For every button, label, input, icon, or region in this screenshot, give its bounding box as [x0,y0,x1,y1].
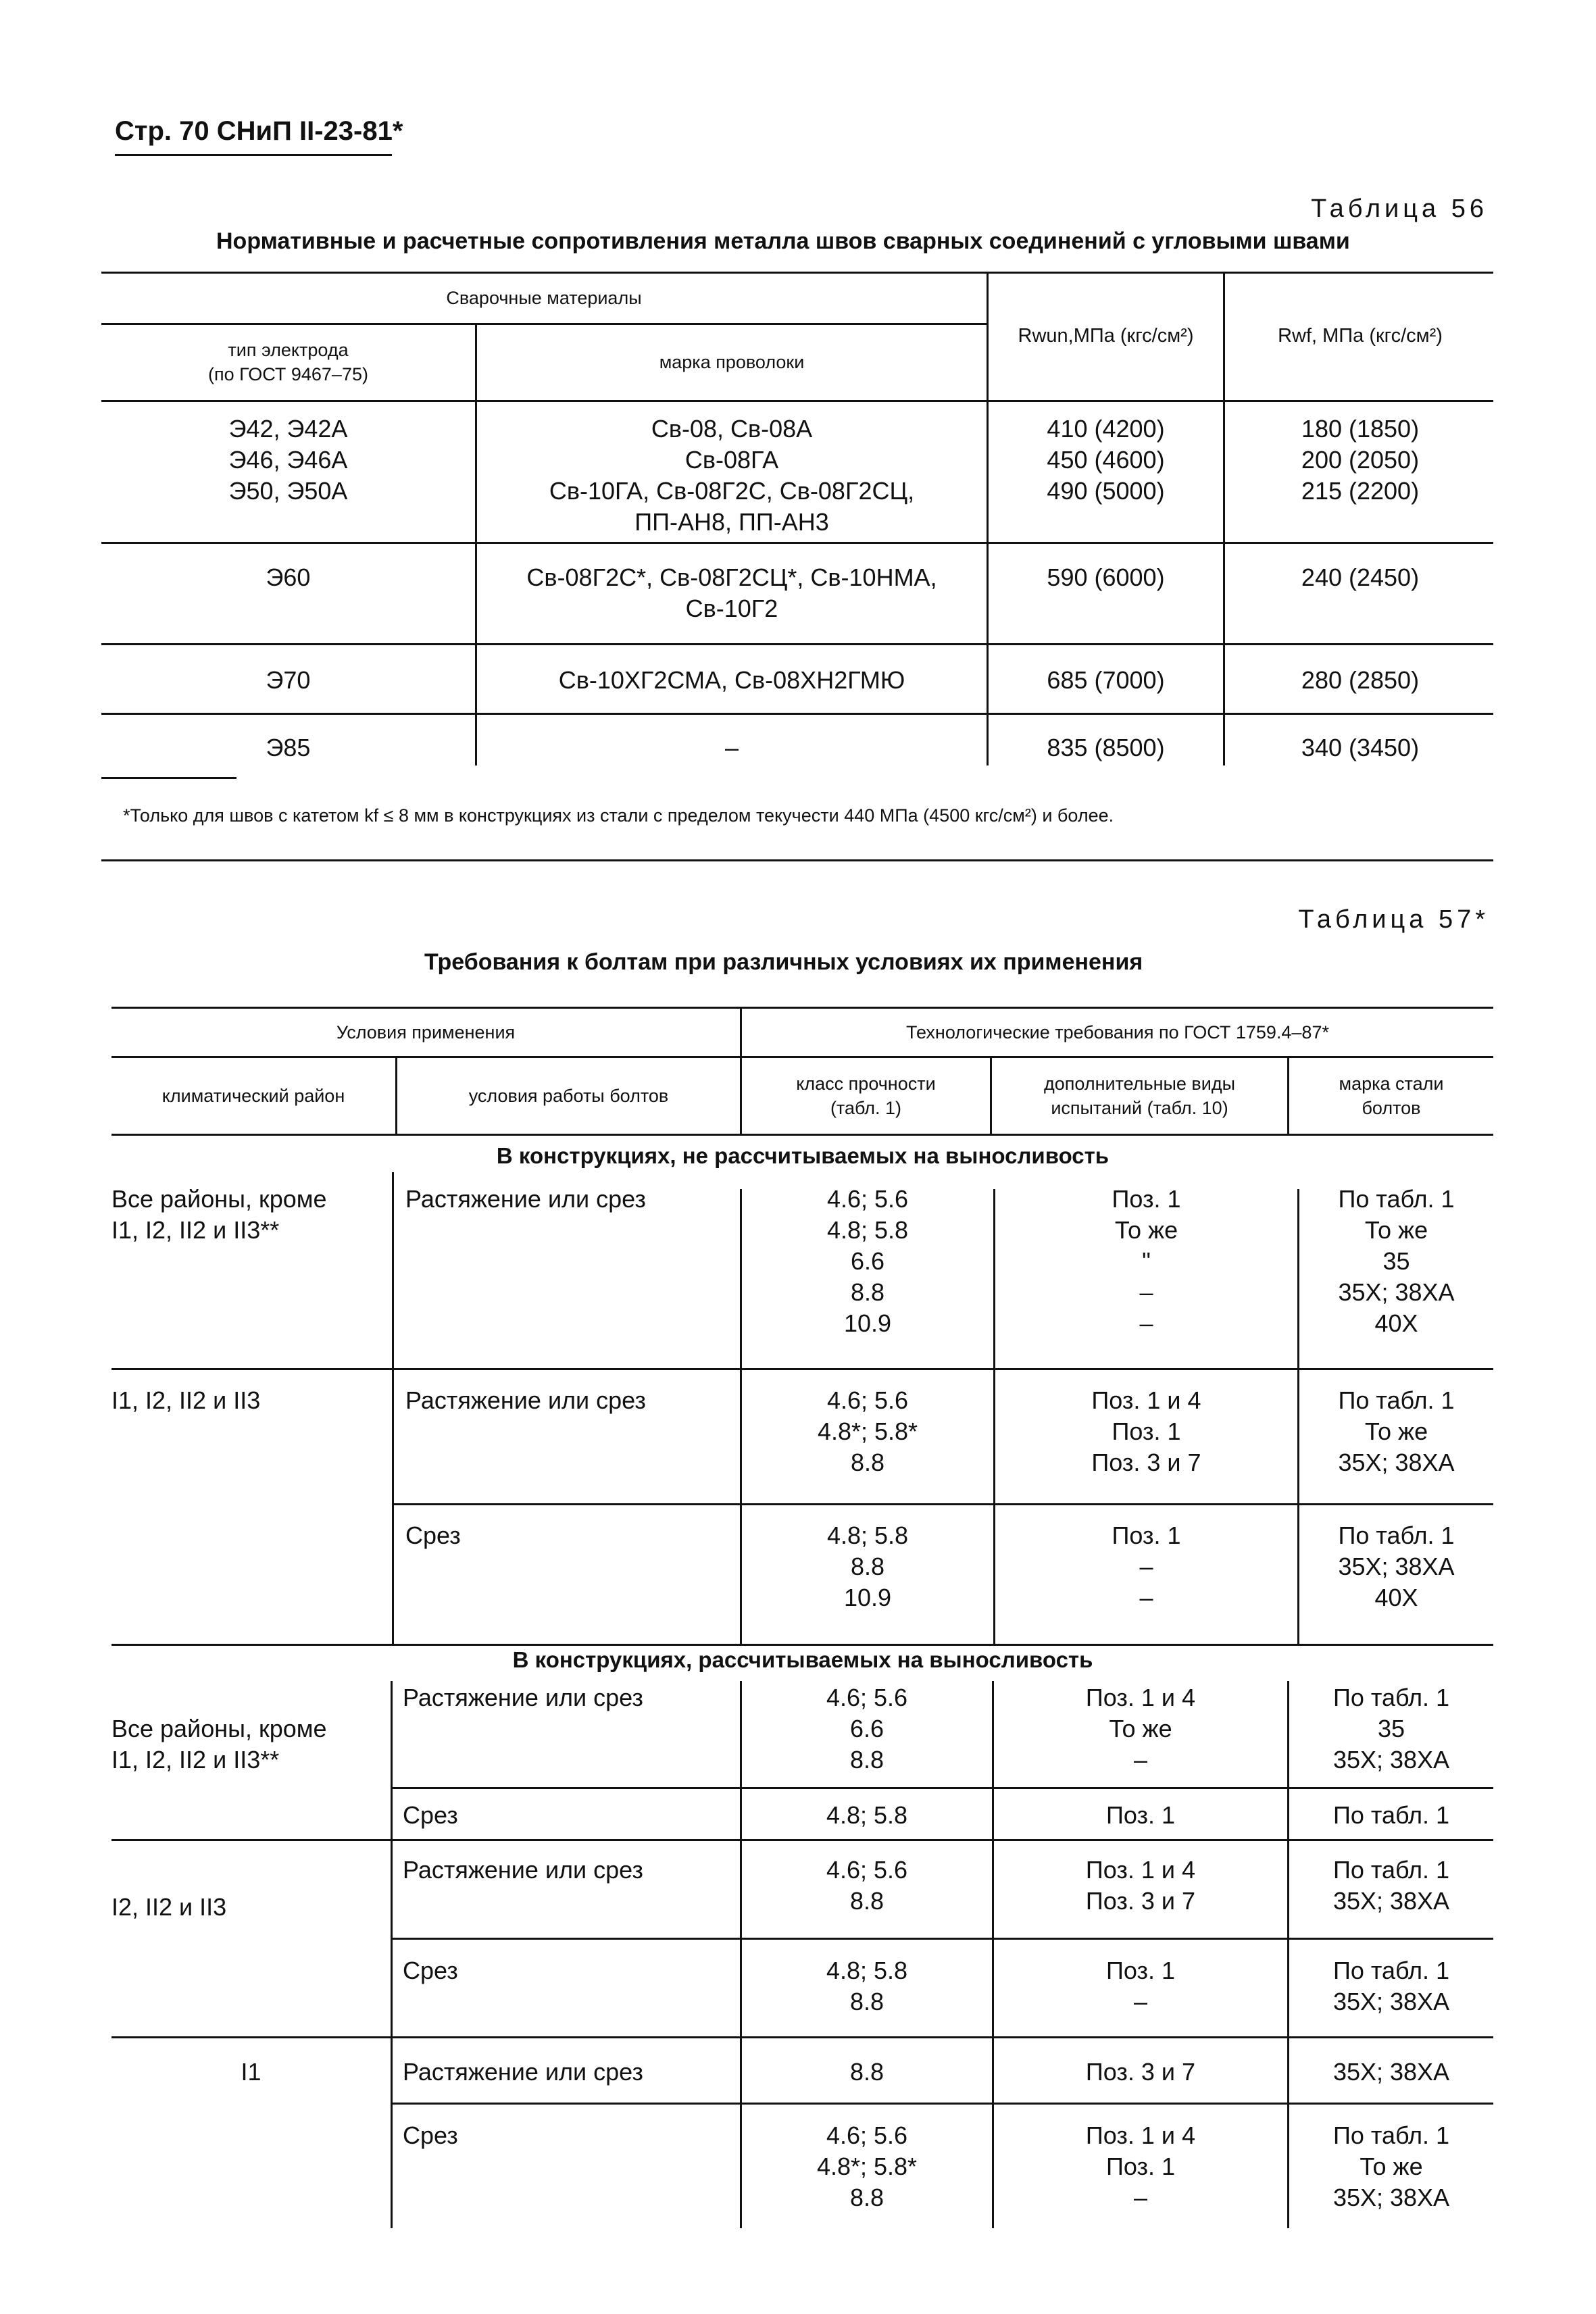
t57-cell-work: Растяжение или срез [403,1684,643,1711]
t56-cell-wire: Св-08Г2С*, Св-08Г2СЦ*, Св-10НМА, Св-10Г2 [526,563,937,622]
t56-cell-rwun: 590 (6000) [1047,563,1165,591]
t56-head-bottom-rule [101,400,1493,402]
t57-head-work: условия работы болтов [468,1085,669,1106]
t57-cell-work: Растяжение или срез [403,2058,643,2086]
t56-cell-electrode: Э60 [266,563,311,591]
t57-cell-steel: По табл. 1 То же 35Х; 38ХА [1338,1386,1455,1476]
t57-cell-steel: По табл. 1 35Х; 38ХА [1332,1957,1450,2015]
t56-row-rule [101,643,1493,645]
t56-cell-wire: Св-08, Св-08А Св-08ГА Св-10ГА, Св-08Г2С, Св-08Г2СЦ, ПП-АН8, ПП-АН3 [549,415,915,536]
table56-label: Таблица 56 [1311,195,1488,223]
t57-head-tests: дополнительные виды испытаний (табл. 10) [1044,1073,1235,1118]
t56-cell-wire: Св-10ХГ2СМА, Св-08ХН2ГМЮ [558,666,905,694]
t57-col-divider [391,1681,393,2228]
t57-cell-work: Растяжение или срез [403,1856,643,1884]
table57-title: Требования к болтам при различных условиях их применения [424,949,1143,975]
t56-cell-rwf: 340 (3450) [1301,734,1420,761]
t56-head-materials: Сварочные материалы [446,287,642,308]
t57-cell-tests: Поз. 1 и 4 Поз. 1 Поз. 3 и 7 [1091,1386,1201,1476]
t57-cell-climate: I2, II2 и II3 [111,1893,227,1921]
t57-head-conditions: Условия применения [336,1022,516,1042]
t56-cell-electrode: Э42, Э42А Э46, Э46А Э50, Э50А [228,415,348,505]
t57-cell-work: Срез [403,2121,458,2149]
t57-section-fatigue-calculated: В конструкциях, рассчитываемых на выносливость [512,1647,1093,1672]
t56-cell-rwf: 240 (2450) [1301,563,1420,591]
t56-footnote: *Только для швов с катетом kf ≤ 8 мм в конструкциях из стали с пределом текучести 440 МПа (4500 кгс/см²) и более. [123,805,1114,826]
t56-cell-wire: – [724,734,739,761]
t56-head-rwf: Rwf, МПа (кгс/см²) [1278,325,1443,347]
t56-row-rule [101,542,1493,544]
t57-cell-steel: По табл. 1 То же 35 35Х; 38ХА 40Х [1338,1185,1455,1337]
t57-cell-work: Срез [403,1957,458,1984]
t57-block-rule [391,2103,1493,2105]
t57-cell-steel: По табл. 1 [1332,1801,1450,1829]
t56-cell-rwun: 835 (8500) [1047,734,1165,761]
t57-block-rule [392,1503,1493,1505]
t57-block-rule [391,1938,1493,1940]
t57-block-rule [391,1787,1493,1789]
t57-head-class: класс прочности (табл. 1) [796,1073,936,1118]
t57-cell-steel: По табл. 1 То же 35Х; 38ХА [1332,2121,1450,2211]
t57-cell-tests: Поз. 1 и 4 Поз. 1 – [1085,2121,1196,2211]
t57-section-rule [111,1644,1493,1646]
t57-cell-tests: Поз. 1 и 4 То же – [1085,1684,1196,1774]
t57-cell-class: 4.6; 5.6 4.8*; 5.8* 8.8 [816,2121,918,2211]
t56-footnote-rule [101,777,236,779]
t57-cell-tests: Поз. 1 – – [1112,1521,1181,1611]
t57-cell-work: Растяжение или срез [405,1185,646,1213]
t57-cell-tests: Поз. 1 То же " – – [1112,1185,1181,1337]
header-underline [115,154,392,156]
t57-head-tech: Технологические требования по ГОСТ 1759.4–87* [906,1022,1329,1042]
t57-block-rule [111,1368,1493,1370]
t56-cell-electrode: Э85 [266,734,311,761]
t56-head-wire: марка проволоки [659,351,805,372]
t57-section-fatigue-not-calculated: В конструкциях, не рассчитываемых на выносливость [496,1143,1109,1168]
t57-cell-tests: Поз. 3 и 7 [1085,2058,1196,2086]
t57-cell-class: 4.8; 5.8 [826,1801,908,1829]
t56-cell-rwf: 180 (1850) 200 (2050) 215 (2200) [1301,415,1420,505]
t57-cell-climate: Все районы, кроме I1, I2, II2 и II3** [111,1715,327,1774]
t56-cell-electrode: Э70 [266,666,311,694]
t57-cell-class: 8.8 [849,2058,884,2086]
t56-cell-rwun: 685 (7000) [1047,666,1165,694]
t56-cell-rwun: 410 (4200) 450 (4600) 490 (5000) [1047,415,1165,505]
t57-cell-class: 4.6; 5.6 4.8*; 5.8* 8.8 [817,1386,918,1476]
t57-cell-steel: По табл. 1 35 35Х; 38ХА [1332,1684,1450,1774]
t57-cell-work: Растяжение или срез [405,1386,646,1414]
t57-block-rule [111,1839,1493,1841]
t57-cell-climate: Все районы, кроме I1, I2, II2 и II3** [111,1185,327,1244]
t57-cell-class: 4.8; 5.8 8.8 [826,1957,908,2015]
t57-cell-class: 4.6; 5.6 8.8 [826,1856,908,1915]
t57-cell-climate: I1 [241,2058,261,2086]
t57-cell-class: 4.8; 5.8 8.8 10.9 [826,1521,909,1611]
t57-cell-climate: I1, I2, II2 и II3 [111,1386,261,1414]
t57-cell-tests: Поз. 1 – [1105,1957,1176,2015]
t57-cell-steel: 35Х; 38ХА [1332,2058,1450,2086]
t56-end-rule [101,859,1493,861]
t57-block-rule [111,2036,1493,2038]
t57-head-climate: климатический район [161,1085,345,1106]
t57-cell-tests: Поз. 1 и 4 Поз. 3 и 7 [1085,1856,1196,1915]
t57-cell-class: 4.6; 5.6 4.8; 5.8 6.6 8.8 10.9 [826,1185,909,1337]
t57-cell-tests: Поз. 1 [1105,1801,1176,1829]
t57-cell-steel: По табл. 1 35Х; 38ХА [1332,1856,1450,1915]
table56-title: Нормативные и расчетные сопротивления металла швов сварных соединений с угловыми швами [216,228,1350,254]
t57-cell-work: Срез [403,1801,458,1829]
t57-cell-steel: По табл. 1 35Х; 38ХА 40Х [1338,1521,1455,1611]
t57-head-bottom-rule [111,1134,1493,1136]
page-header: Стр. 70 СНиП II-23-81* [115,116,403,146]
t56-row-rule [101,713,1493,715]
t57-head-steel: марка стали болтов [1339,1073,1444,1118]
t56-cell-rwf: 280 (2850) [1301,666,1420,694]
t57-col-divider [392,1172,394,1645]
t56-head-electrode: тип электрода (по ГОСТ 9467–75) [208,339,368,384]
t56-head-rwun: Rwun,МПа (кгс/см²) [1018,325,1194,347]
t57-cell-class: 4.6; 5.6 6.6 8.8 [826,1684,908,1774]
t57-cell-work: Срез [405,1521,461,1549]
table57-label: Таблица 57* [1298,905,1489,934]
